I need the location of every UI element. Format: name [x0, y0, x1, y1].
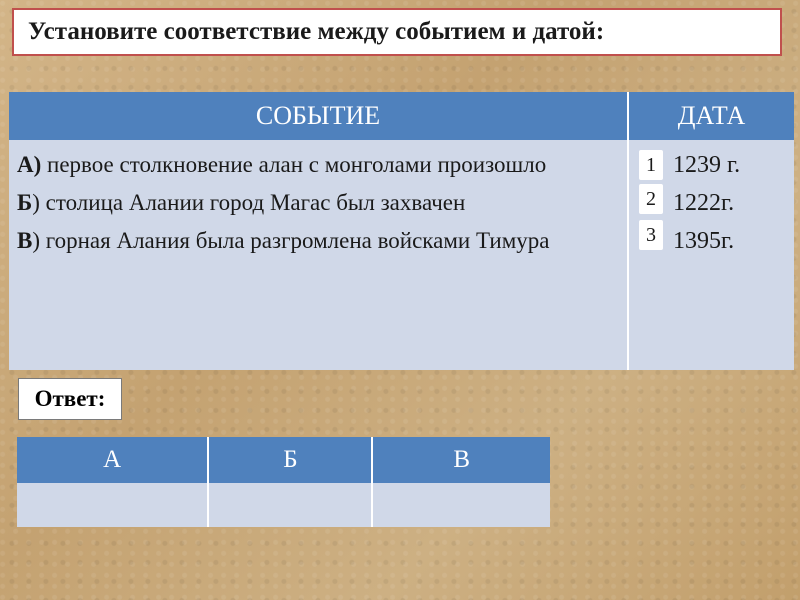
number-box: 2 [639, 184, 663, 214]
answer-header-a: А [17, 437, 208, 483]
event-a [17, 146, 615, 184]
match-table-header [9, 92, 794, 140]
number-box: 1 [639, 150, 663, 180]
answer-label: Ответ: [18, 378, 122, 420]
answer-row [17, 483, 550, 527]
answer-cell-c[interactable] [372, 483, 550, 527]
event-c [17, 222, 615, 260]
event-text: ) столица Алании город Магас был захвачен [32, 190, 466, 215]
event-letter: А) [17, 152, 42, 177]
answer-header-c: В [372, 437, 550, 483]
event-letter: Б [17, 190, 33, 215]
event-b [17, 184, 615, 222]
match-table [9, 92, 794, 370]
match-table-body [9, 140, 794, 370]
task-title: Установите соответствие между событием и датой: [12, 8, 782, 56]
number-box: 3 [639, 220, 663, 250]
answer-cell-a[interactable] [17, 483, 208, 527]
answer-header-b: Б [208, 437, 372, 483]
answer-table [17, 437, 550, 527]
event-letter: В [17, 228, 33, 253]
header-event: СОБЫТИЕ [9, 92, 628, 140]
event-text: ) горная Алания была разгромлена войсками Тимура [32, 228, 550, 253]
events-cell [9, 140, 628, 370]
answer-cell-b[interactable] [208, 483, 372, 527]
event-text: первое столкновение алан с монголами произошло [41, 152, 547, 177]
date-item: 1222г. [673, 190, 735, 216]
date-item: 1239 г. [673, 152, 741, 178]
header-date: ДАТА [628, 92, 794, 140]
date-item: 1395г. [673, 228, 735, 254]
answer-table-header [17, 437, 550, 483]
dates-cell [628, 140, 794, 370]
